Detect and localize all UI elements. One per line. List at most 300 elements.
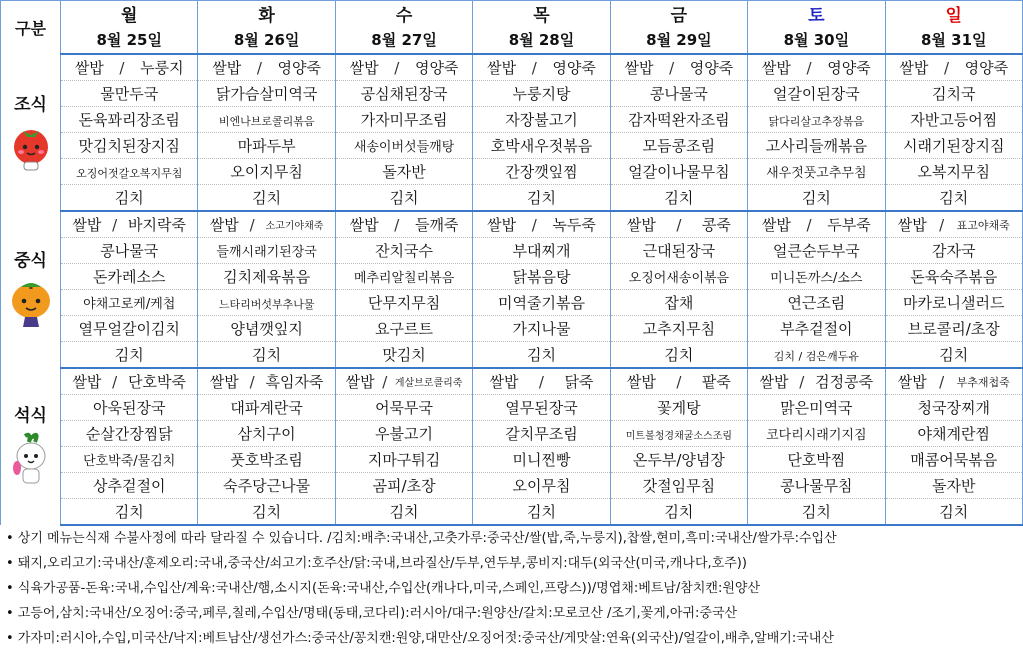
menu-cell bbox=[198, 264, 335, 290]
menu-item: 돌자반 bbox=[932, 477, 976, 495]
menu-item: 감자떡완자조림 bbox=[628, 111, 730, 129]
menu-cell bbox=[748, 185, 885, 212]
day-date-3: 8월 28일 bbox=[473, 26, 610, 54]
porridge-item: 들깨죽 bbox=[414, 216, 459, 234]
menu-item: 김치국 bbox=[932, 85, 976, 103]
menu-item: 닭다리살고추장볶음 bbox=[768, 114, 865, 128]
divider: / bbox=[394, 215, 400, 234]
menu-cell bbox=[335, 185, 472, 212]
menu-cell bbox=[610, 421, 747, 447]
menu-item: 아욱된장국 bbox=[92, 399, 166, 417]
menu-cell bbox=[61, 211, 198, 238]
divider: / bbox=[249, 372, 255, 391]
divider: / bbox=[112, 215, 118, 234]
day-name-5: 토 bbox=[748, 1, 885, 27]
menu-item: 김치 bbox=[114, 346, 144, 364]
meal-row bbox=[1, 264, 1023, 290]
menu-item: 김치 bbox=[526, 346, 556, 364]
divider: / bbox=[806, 58, 812, 77]
menu-item: 김치 bbox=[939, 189, 969, 207]
menu-cell bbox=[885, 447, 1022, 473]
menu-item: 연근조림 bbox=[787, 294, 846, 312]
menu-cell bbox=[473, 447, 610, 473]
menu-item: 청국장찌개 bbox=[917, 399, 990, 417]
menu-cell bbox=[610, 316, 747, 342]
porridge-item: 영양죽 bbox=[277, 59, 322, 77]
rice-item: 쌀밥 bbox=[626, 373, 656, 391]
rice-porridge-line bbox=[886, 57, 1022, 78]
menu-cell bbox=[198, 421, 335, 447]
day-name-2: 수 bbox=[335, 1, 472, 27]
menu-cell bbox=[610, 54, 747, 81]
menu-cell bbox=[198, 159, 335, 185]
menu-item: 모듬콩조림 bbox=[642, 137, 716, 155]
rice-porridge-line bbox=[336, 214, 472, 235]
meal-row bbox=[1, 395, 1023, 421]
day-name-0: 월 bbox=[61, 1, 198, 27]
menu-cell bbox=[198, 447, 335, 473]
menu-item: 느타리버섯부추나물 bbox=[218, 297, 315, 311]
menu-item: 브로콜리/초장 bbox=[907, 320, 1000, 338]
menu-item: 단무지무침 bbox=[367, 294, 441, 312]
menu-item: 대파계란국 bbox=[230, 399, 303, 417]
porridge-item: 콩죽 bbox=[701, 216, 731, 234]
menu-cell bbox=[885, 368, 1022, 395]
menu-item: 김치 bbox=[664, 503, 694, 521]
menu-item: 열무얼갈이김치 bbox=[78, 320, 180, 338]
menu-item: 잡채 bbox=[664, 294, 694, 312]
divider: / bbox=[806, 215, 812, 234]
menu-cell bbox=[61, 107, 198, 133]
menu-item: 닭가슴살미역국 bbox=[215, 85, 318, 103]
menu-item: 가자미무조림 bbox=[360, 111, 448, 129]
menu-cell bbox=[885, 54, 1022, 81]
origin-note-line: • 가자미:러시아,수입,미국산/낙지:베트남산/생선가스:중국산/꽁치캔:원양,대만산/오징어젓:중국산/게맛살:연육(외국산)/얼갈이,배추,알배기:국내산 bbox=[6, 631, 834, 646]
menu-cell bbox=[198, 133, 335, 159]
menu-cell bbox=[473, 54, 610, 81]
menu-item: 공심채된장국 bbox=[360, 85, 448, 103]
menu-cell bbox=[335, 447, 472, 473]
menu-cell bbox=[473, 290, 610, 316]
menu-item: 돌자반 bbox=[382, 163, 426, 181]
menu-item: 김치 bbox=[114, 503, 144, 521]
menu-item: 호박새우젓볶음 bbox=[490, 137, 593, 155]
menu-cell bbox=[610, 211, 747, 238]
menu-item: 김치 bbox=[939, 346, 969, 364]
menu-cell bbox=[748, 447, 885, 473]
day-date-5: 8월 30일 bbox=[748, 26, 885, 54]
menu-cell bbox=[885, 81, 1022, 107]
menu-cell bbox=[473, 395, 610, 421]
menu-item: 요구르트 bbox=[375, 320, 434, 338]
menu-cell bbox=[885, 316, 1022, 342]
menu-item: 고사리들깨볶음 bbox=[765, 137, 868, 155]
menu-cell bbox=[473, 133, 610, 159]
menu-cell bbox=[198, 368, 335, 395]
meal-row bbox=[1, 290, 1023, 316]
menu-cell bbox=[748, 54, 885, 81]
meal-row bbox=[1, 447, 1023, 473]
menu-cell bbox=[610, 81, 747, 107]
divider: / bbox=[799, 372, 805, 391]
menu-item: 야채고로케/케첩 bbox=[83, 297, 176, 312]
menu-cell bbox=[610, 107, 747, 133]
menu-cell bbox=[610, 447, 747, 473]
menu-cell bbox=[748, 107, 885, 133]
divider: / bbox=[249, 215, 255, 234]
menu-cell bbox=[61, 238, 198, 264]
rice-item: 쌀밥 bbox=[349, 59, 379, 77]
menu-item: 오복지무침 bbox=[917, 163, 990, 181]
porridge-item: 녹두죽 bbox=[552, 216, 596, 234]
menu-item: 김치 bbox=[252, 346, 282, 364]
day-date-4: 8월 29일 bbox=[610, 26, 747, 54]
menu-item: 감자국 bbox=[932, 242, 976, 260]
menu-cell bbox=[748, 368, 885, 395]
menu-cell bbox=[198, 342, 335, 369]
porridge-item: 영양죽 bbox=[827, 59, 871, 77]
menu-cell bbox=[473, 473, 610, 499]
rice-item: 쌀밥 bbox=[72, 373, 102, 391]
menu-cell bbox=[885, 238, 1022, 264]
menu-cell bbox=[885, 499, 1022, 526]
menu-item: 부추겉절이 bbox=[780, 320, 853, 338]
rice-porridge-line bbox=[611, 214, 747, 235]
rice-porridge-line bbox=[886, 371, 1022, 392]
menu-cell bbox=[885, 264, 1022, 290]
menu-cell bbox=[335, 54, 472, 81]
day-name-1: 화 bbox=[198, 1, 335, 27]
menu-cell bbox=[61, 316, 198, 342]
rice-item: 쌀밥 bbox=[212, 59, 242, 77]
porridge-item: 소고기야채죽 bbox=[265, 221, 324, 232]
menu-cell bbox=[61, 159, 198, 185]
menu-item: 미니돈까스/소스 bbox=[770, 271, 863, 286]
pumpkin-character-icon bbox=[1, 277, 60, 333]
menu-item: 온두부/양념장 bbox=[632, 451, 725, 469]
menu-item: 부대찌개 bbox=[512, 242, 571, 260]
menu-item: 김치 / 검은깨두유 bbox=[773, 349, 859, 363]
menu-cell bbox=[748, 316, 885, 342]
divider: / bbox=[538, 372, 544, 391]
menu-item: 단호박죽/물김치 bbox=[83, 454, 176, 469]
menu-cell bbox=[473, 238, 610, 264]
menu-cell bbox=[473, 264, 610, 290]
menu-cell bbox=[885, 395, 1022, 421]
meal-row bbox=[1, 499, 1023, 526]
menu-cell bbox=[748, 473, 885, 499]
porridge-item: 누룽지 bbox=[140, 59, 184, 77]
menu-cell bbox=[748, 81, 885, 107]
menu-item: 오징어새송이볶음 bbox=[628, 271, 730, 286]
meal-label-cell bbox=[1, 368, 61, 525]
rice-item: 쌀밥 bbox=[209, 216, 239, 234]
menu-item: 간장깻잎찜 bbox=[505, 163, 578, 181]
menu-item: 새우젓풋고추무침 bbox=[766, 166, 867, 181]
gubun-label: 구분 bbox=[15, 19, 46, 38]
menu-cell bbox=[335, 473, 472, 499]
rice-porridge-line bbox=[61, 57, 197, 78]
rice-item: 쌀밥 bbox=[345, 373, 375, 391]
rice-porridge-line bbox=[61, 371, 197, 392]
menu-cell bbox=[610, 133, 747, 159]
menu-item: 마파두부 bbox=[237, 137, 296, 155]
menu-cell bbox=[198, 107, 335, 133]
menu-item: 매콤어묵볶음 bbox=[910, 451, 998, 469]
rice-porridge-line bbox=[198, 371, 334, 392]
rice-porridge-line bbox=[198, 214, 334, 235]
menu-item: 돈육숙주볶음 bbox=[910, 268, 998, 286]
day-name-3: 목 bbox=[473, 1, 610, 27]
menu-item: 지마구튀김 bbox=[367, 451, 441, 469]
menu-cell bbox=[198, 316, 335, 342]
menu-item: 김치 bbox=[664, 346, 694, 364]
meal-row bbox=[1, 473, 1023, 499]
meal-row bbox=[1, 107, 1023, 133]
menu-cell bbox=[610, 368, 747, 395]
menu-item: 김치제육볶음 bbox=[223, 268, 311, 286]
menu-cell bbox=[610, 290, 747, 316]
meal-row bbox=[1, 368, 1023, 395]
menu-cell bbox=[610, 342, 747, 369]
menu-item: 맛김치된장지짐 bbox=[78, 137, 180, 155]
menu-cell bbox=[198, 211, 335, 238]
menu-cell bbox=[335, 342, 472, 369]
menu-cell bbox=[473, 499, 610, 526]
menu-cell bbox=[61, 81, 198, 107]
menu-cell bbox=[61, 290, 198, 316]
rice-item: 쌀밥 bbox=[899, 59, 929, 77]
porridge-item: 표고야채죽 bbox=[956, 218, 1010, 232]
menu-cell bbox=[885, 159, 1022, 185]
meal-label: 석식 bbox=[14, 406, 47, 426]
rice-item: 쌀밥 bbox=[209, 373, 239, 391]
menu-cell bbox=[748, 342, 885, 369]
rice-porridge-line bbox=[198, 57, 334, 78]
menu-cell bbox=[335, 159, 472, 185]
divider: / bbox=[676, 372, 682, 391]
menu-item: 김치 bbox=[252, 503, 282, 521]
menu-cell bbox=[61, 447, 198, 473]
menu-cell bbox=[885, 185, 1022, 212]
radish-character-icon bbox=[1, 432, 60, 492]
porridge-item: 영양죽 bbox=[689, 59, 734, 77]
menu-cell bbox=[335, 107, 472, 133]
menu-item: 김치 bbox=[801, 503, 831, 521]
origin-note-line: • 고등어,삼치:국내산/오징어:중국,페루,칠레,수입산/명태(동태,코다리):러시아/대구:원양산/갈치:모로코산 /조기,꽃게,아귀:중국산 bbox=[6, 606, 738, 621]
divider: / bbox=[382, 372, 388, 391]
menu-cell bbox=[610, 238, 747, 264]
menu-cell bbox=[335, 395, 472, 421]
menu-cell bbox=[335, 368, 472, 395]
meal-label: 조식 bbox=[14, 95, 47, 115]
menu-item: 자장불고기 bbox=[505, 111, 578, 129]
menu-item: 돈카레소스 bbox=[92, 268, 166, 286]
day-name-6: 일 bbox=[885, 1, 1022, 27]
menu-item: 갈치무조림 bbox=[505, 425, 578, 443]
menu-cell bbox=[885, 342, 1022, 369]
menu-cell bbox=[61, 342, 198, 369]
divider: / bbox=[531, 215, 537, 234]
menu-cell bbox=[748, 264, 885, 290]
menu-cell bbox=[335, 238, 472, 264]
menu-cell bbox=[885, 421, 1022, 447]
divider: / bbox=[112, 372, 118, 391]
menu-cell bbox=[335, 290, 472, 316]
menu-item: 오이지무침 bbox=[230, 163, 303, 181]
origin-note-line: • 돼지,오리고기:국내산/훈제오리:국내,중국산/쇠고기:호주산/닭:국내,브라질산/두부,연두부,콩비지:대두(외국산(미국,캐나다,호주)) bbox=[6, 556, 747, 571]
menu-item: 메추리알칠리볶음 bbox=[353, 271, 455, 286]
menu-item: 들깨시래기된장국 bbox=[216, 245, 317, 260]
menu-item: 얼큰순두부국 bbox=[772, 242, 860, 260]
menu-item: 김치 bbox=[252, 189, 282, 207]
menu-cell bbox=[610, 499, 747, 526]
menu-item: 곰피/초장 bbox=[372, 477, 436, 495]
divider: / bbox=[939, 215, 945, 234]
divider: / bbox=[256, 58, 262, 77]
menu-cell bbox=[198, 54, 335, 81]
menu-item: 야채계란찜 bbox=[917, 425, 990, 443]
rice-item: 쌀밥 bbox=[759, 373, 789, 391]
porridge-item: 영양죽 bbox=[552, 59, 596, 77]
menu-cell bbox=[473, 316, 610, 342]
menu-item: 김치 bbox=[801, 189, 831, 207]
menu-item: 삼치구이 bbox=[237, 425, 296, 443]
menu-item: 김치 bbox=[526, 503, 556, 521]
origin-note-line: • 식육가공품-돈육:국내,수입산/계육:국내산/햄,소시지(돈육:국내산,수입산(캐나다,미국,스페인,프랑스))/명엽채:베트남/참치캔:원양산 bbox=[6, 581, 761, 596]
origin-notes bbox=[0, 526, 1023, 651]
meal-row bbox=[1, 133, 1023, 159]
porridge-item: 영양죽 bbox=[414, 59, 459, 77]
menu-item: 맛김치 bbox=[382, 346, 426, 364]
menu-cell bbox=[885, 211, 1022, 238]
menu-cell bbox=[335, 133, 472, 159]
rice-porridge-line bbox=[611, 371, 747, 392]
menu-cell bbox=[335, 211, 472, 238]
divider: / bbox=[531, 58, 537, 77]
menu-item: 어묵무국 bbox=[375, 399, 434, 417]
menu-item: 갓절임무침 bbox=[642, 477, 716, 495]
rice-item: 쌀밥 bbox=[72, 216, 102, 234]
menu-item: 콩나물국 bbox=[100, 242, 159, 260]
menu-cell bbox=[198, 395, 335, 421]
menu-item: 맑은미역국 bbox=[780, 399, 853, 417]
menu-cell bbox=[748, 499, 885, 526]
rice-porridge-line bbox=[336, 371, 472, 392]
menu-cell bbox=[473, 342, 610, 369]
menu-cell bbox=[473, 421, 610, 447]
meal-label-cell bbox=[1, 54, 61, 211]
rice-porridge-line bbox=[748, 57, 884, 78]
menu-cell bbox=[748, 159, 885, 185]
rice-item: 쌀밥 bbox=[761, 216, 791, 234]
menu-item: 김치 bbox=[389, 503, 419, 521]
menu-item: 자반고등어찜 bbox=[910, 111, 998, 129]
menu-item: 얼갈이된장국 bbox=[772, 85, 860, 103]
menu-item: 우불고기 bbox=[375, 425, 434, 443]
menu-item: 잔치국수 bbox=[375, 242, 434, 260]
gubun-header bbox=[1, 1, 61, 55]
menu-cell bbox=[748, 290, 885, 316]
menu-cell bbox=[61, 499, 198, 526]
menu-item: 김치 bbox=[526, 189, 556, 207]
rice-porridge-line bbox=[611, 57, 747, 78]
rice-porridge-line bbox=[473, 214, 609, 235]
menu-item: 물만두국 bbox=[100, 85, 159, 103]
menu-cell bbox=[335, 499, 472, 526]
menu-item: 코다리시래기지짐 bbox=[766, 428, 867, 443]
menu-item: 시래기된장지짐 bbox=[903, 137, 1005, 155]
porridge-item: 게살브로콜리죽 bbox=[394, 378, 463, 389]
origin-note-line: • 상기 메뉴는식재 수불사정에 따라 달라질 수 있습니다. /김치:배추:국내산,고춧가루:중국산/쌀(밥,죽,누룽지),찹쌀,현미,흑미:국내산/쌀가루:수입산 bbox=[6, 531, 837, 546]
rice-item: 쌀밥 bbox=[626, 216, 656, 234]
menu-cell bbox=[198, 81, 335, 107]
porridge-item: 영양죽 bbox=[964, 59, 1009, 77]
porridge-item: 단호박죽 bbox=[128, 373, 186, 391]
menu-cell bbox=[61, 133, 198, 159]
menu-cell bbox=[473, 211, 610, 238]
menu-cell bbox=[610, 159, 747, 185]
menu-item: 새송이버섯들깨탕 bbox=[353, 140, 455, 155]
menu-cell bbox=[885, 473, 1022, 499]
menu-cell bbox=[61, 185, 198, 212]
menu-cell bbox=[748, 421, 885, 447]
day-date-1: 8월 26일 bbox=[198, 26, 335, 54]
menu-cell bbox=[610, 395, 747, 421]
menu-cell bbox=[61, 368, 198, 395]
menu-cell bbox=[61, 421, 198, 447]
menu-item: 마카로니샐러드 bbox=[903, 294, 1005, 312]
menu-cell bbox=[198, 290, 335, 316]
menu-cell bbox=[335, 264, 472, 290]
menu-item: 돈육꽈리장조림 bbox=[78, 111, 180, 129]
menu-item: 풋호박조림 bbox=[230, 451, 303, 469]
rice-item: 쌀밥 bbox=[489, 373, 519, 391]
meal-row bbox=[1, 238, 1023, 264]
menu-item: 오이무침 bbox=[512, 477, 571, 495]
rice-item: 쌀밥 bbox=[897, 216, 927, 234]
meal-label-cell bbox=[1, 211, 61, 368]
menu-item: 고추지무침 bbox=[642, 320, 716, 338]
meal-row bbox=[1, 185, 1023, 212]
divider: / bbox=[119, 58, 125, 77]
meal-row bbox=[1, 54, 1023, 81]
rice-item: 쌀밥 bbox=[349, 216, 379, 234]
porridge-item: 닭죽 bbox=[564, 373, 594, 391]
menu-cell bbox=[885, 133, 1022, 159]
rice-porridge-line bbox=[473, 371, 609, 392]
meal-row bbox=[1, 421, 1023, 447]
menu-item: 근대된장국 bbox=[642, 242, 716, 260]
rice-item: 쌀밥 bbox=[624, 59, 654, 77]
rice-item: 쌀밥 bbox=[487, 216, 517, 234]
menu-cell bbox=[473, 159, 610, 185]
menu-cell bbox=[61, 473, 198, 499]
header-day-row bbox=[1, 1, 1023, 27]
rice-porridge-line bbox=[473, 57, 609, 78]
rice-item: 쌀밥 bbox=[74, 59, 104, 77]
porridge-item: 흑임자죽 bbox=[265, 373, 324, 391]
meal-row bbox=[1, 211, 1023, 238]
rice-item: 쌀밥 bbox=[897, 373, 927, 391]
menu-cell bbox=[198, 473, 335, 499]
day-name-4: 금 bbox=[610, 1, 747, 27]
menu-cell bbox=[61, 264, 198, 290]
menu-cell bbox=[61, 395, 198, 421]
meal-row bbox=[1, 342, 1023, 369]
menu-item: 양념깻잎지 bbox=[230, 320, 303, 338]
menu-cell bbox=[198, 499, 335, 526]
